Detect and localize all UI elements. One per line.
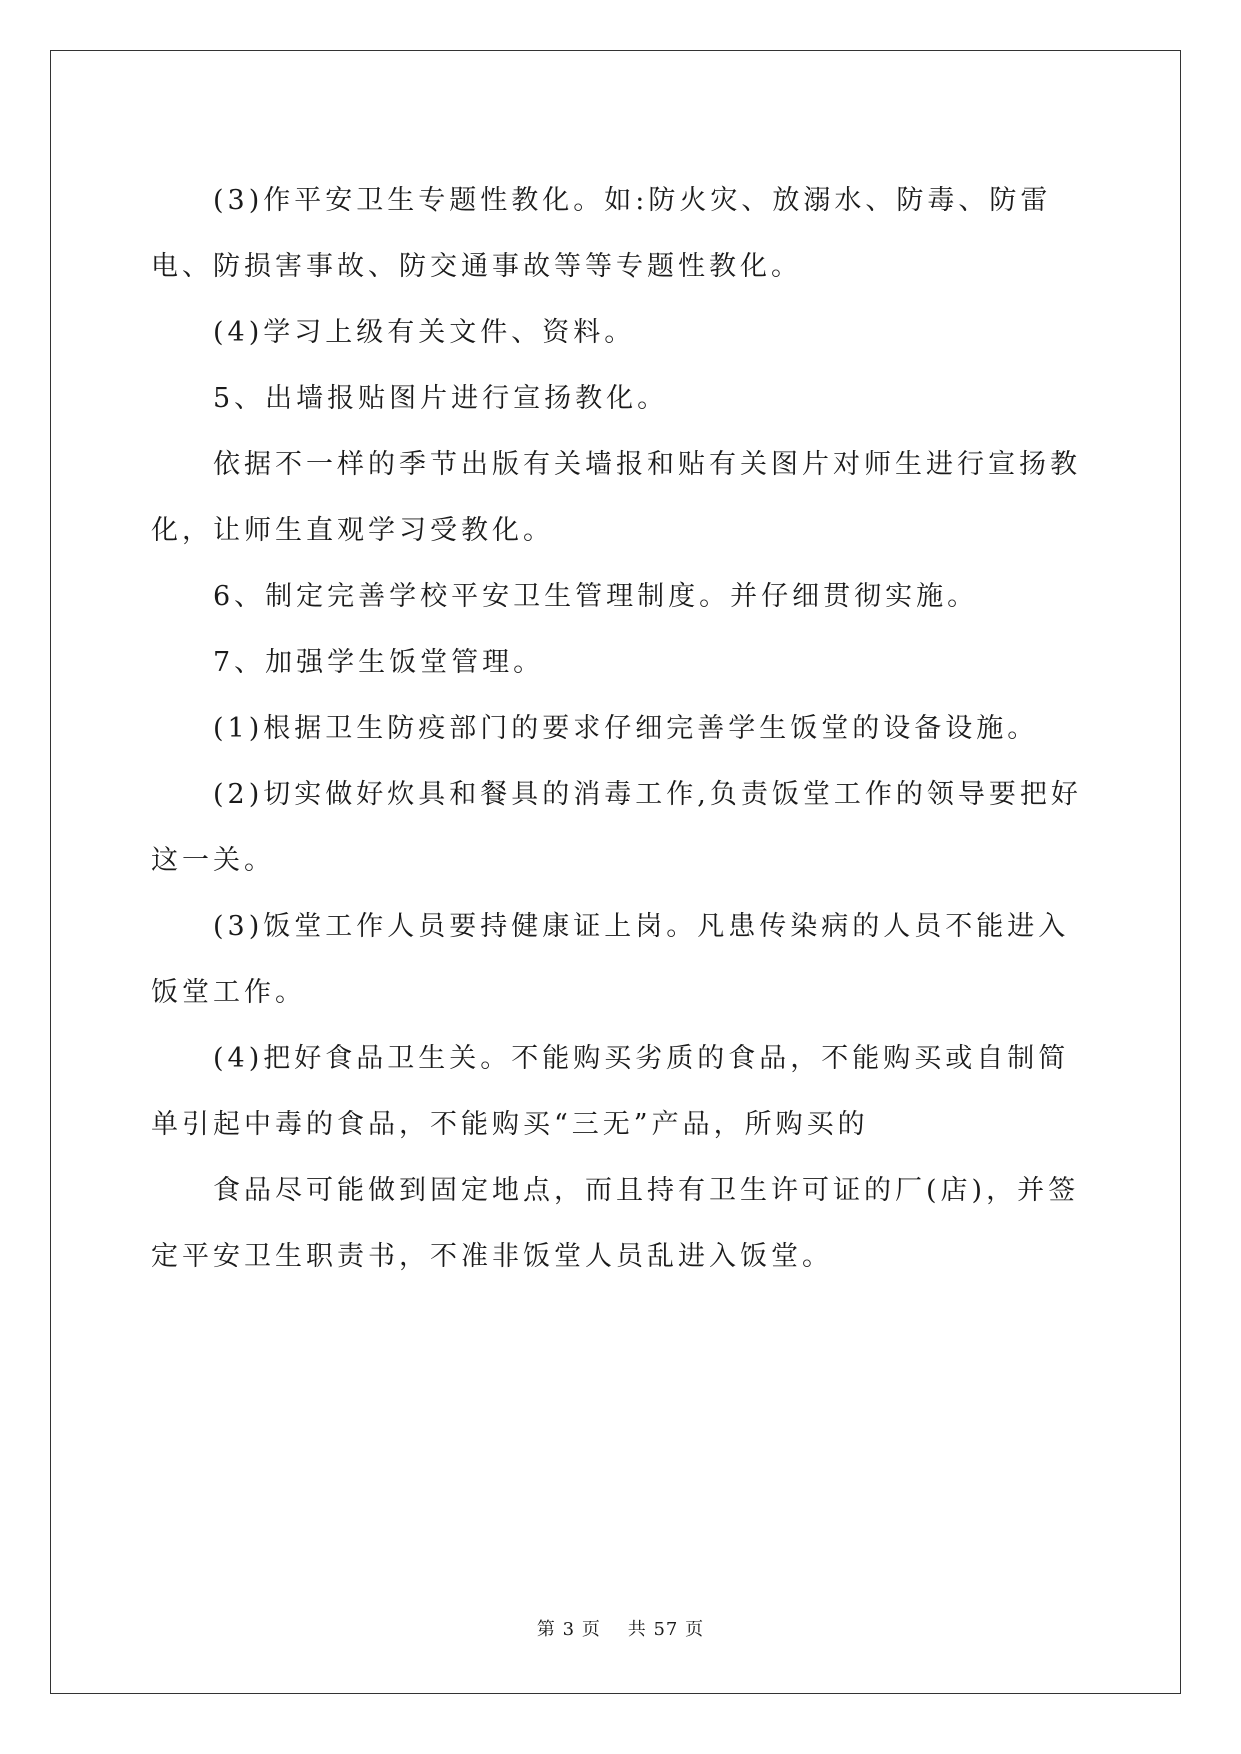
page-number: 第 3 页 <box>536 1619 601 1640</box>
paragraph-9: (3)饭堂工作人员要持健康证上岗。凡患传染病的人员不能进入饭堂工作。 <box>151 911 1070 1008</box>
page-footer <box>0 1615 1241 1641</box>
page-total: 共 57 页 <box>627 1619 705 1640</box>
paragraph-8: (2)切实做好炊具和餐具的消毒工作,负责饭堂工作的领导要把好这一关。 <box>151 779 1082 876</box>
paragraph-11: 食品尽可能做到固定地点，而且持有卫生许可证的厂(店)，并签定平安卫生职责书，不准非饭堂人员乱进入饭堂。 <box>151 1175 1080 1272</box>
document-body <box>151 168 1087 1290</box>
paragraph-6: 7、加强学生饭堂管理。 <box>213 647 545 678</box>
paragraph-5: 6、制定完善学校平安卫生管理制度。并仔细贯彻实施。 <box>213 581 979 612</box>
paragraph-7: (1)根据卫生防疫部门的要求仔细完善学生饭堂的设备设施。 <box>213 713 1039 744</box>
paragraph-3: 5、出墙报贴图片进行宣扬教化。 <box>213 383 669 414</box>
paragraph-2: (4)学习上级有关文件、资料。 <box>213 317 636 348</box>
paragraph-10: (4)把好食品卫生关。不能购买劣质的食品，不能购买或自制简单引起中毒的食品，不能购买“三无”产品，所购买的 <box>151 1043 1070 1140</box>
paragraph-1: (3)作平安卫生专题性教化。如:防火灾、放溺水、防毒、防雷电、防损害事故、防交通事故等等专题性教化。 <box>151 185 1052 282</box>
paragraph-4: 依据不一样的季节出版有关墙报和贴有关图片对师生进行宣扬教化，让师生直观学习受教化。 <box>151 449 1081 546</box>
